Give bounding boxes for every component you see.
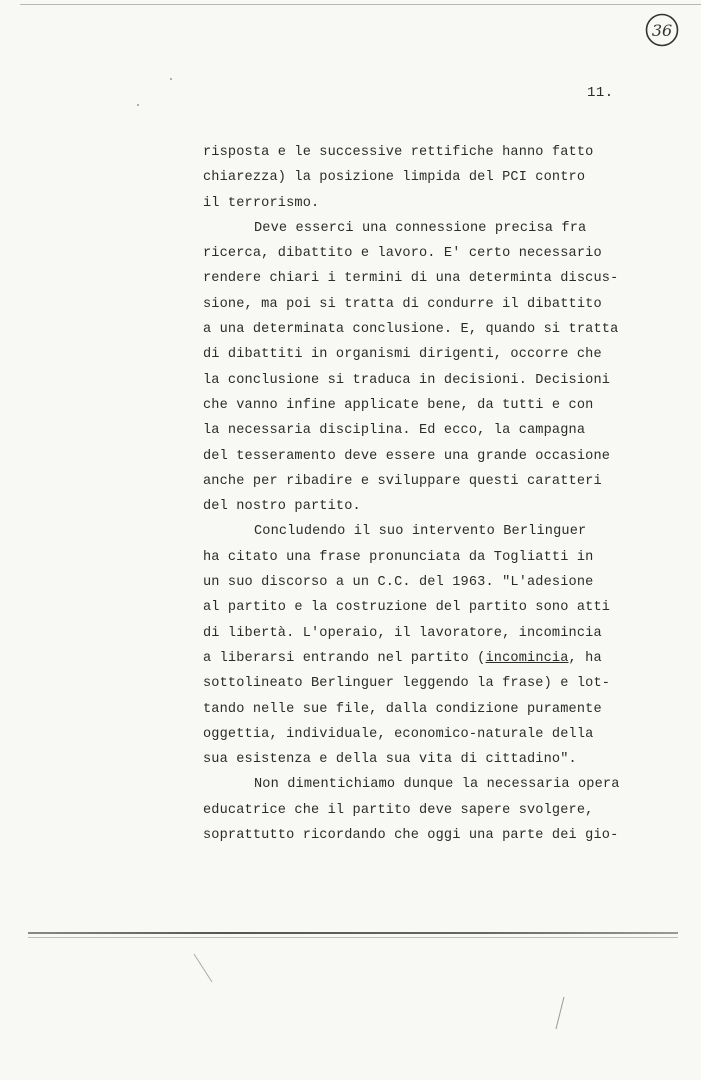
text-line: la conclusione si traduca in decisioni. Decisioni — [203, 372, 611, 388]
text-line: chiarezza) la posizione limpida del PCI contro — [203, 170, 586, 186]
text-line: sua esistenza e della sua vita di cittadino". — [203, 752, 577, 768]
text-line: ricerca, dibattito e lavoro. E' certo necessario — [203, 246, 602, 262]
paper-mark — [550, 995, 570, 1035]
paper-mark — [190, 950, 220, 990]
text-line: anche per ribadire e sviluppare questi caratteri — [203, 473, 602, 489]
page-number: 11. — [587, 85, 614, 101]
text-line: un suo discorso a un C.C. del 1963. "L'adesione — [203, 575, 594, 591]
text-line: di libertà. L'operaio, il lavoratore, incomincia — [203, 625, 602, 641]
text-line: Concludendo il suo intervento Berlinguer — [254, 524, 587, 540]
text-line: soprattutto ricordando che oggi una parte dei gio- — [203, 828, 619, 844]
text-line: oggettia, individuale, economico-naturale della — [203, 726, 594, 742]
underlined-word: incomincia — [485, 650, 569, 666]
text-segment: , ha — [568, 650, 602, 666]
text-line: Non dimentichiamo dunque la necessaria opera — [254, 777, 620, 793]
bottom-rule-shadow — [28, 937, 678, 938]
text-line: educatrice che il partito deve sapere svolgere, — [203, 802, 594, 818]
margin-speck — [170, 78, 172, 80]
text-line: al partito e la costruzione del partito sono atti — [203, 600, 611, 616]
text-line: risposta e le successive rettifiche hanno fatto — [203, 145, 594, 160]
text-line: del tesseramento deve essere una grande occasione — [203, 448, 611, 464]
text-line: tando nelle sue file, dalla condizione puramente — [203, 701, 602, 717]
text-line: la necessaria disciplina. Ed ecco, la campagna — [203, 423, 586, 439]
body-text — [203, 140, 623, 848]
text-line: Deve esserci una connessione precisa fra — [254, 220, 587, 236]
text-line: il terrorismo. — [203, 195, 320, 211]
text-line: sottolineato Berlinguer leggendo la frase) e lot- — [203, 676, 611, 692]
text-line: di dibattiti in organismi dirigenti, occorre che — [203, 347, 602, 363]
text-line: sione, ma poi si tratta di condurre il dibattito — [203, 296, 602, 312]
text-line: ha citato una frase pronunciata da Togliatti in — [203, 549, 594, 565]
text-line: che vanno infine applicate bene, da tutti e con — [203, 397, 594, 413]
bottom-rule — [28, 932, 678, 934]
text-line: rendere chiari i termini di una determinta discus- — [203, 271, 619, 287]
text-line: del nostro partito. — [203, 499, 361, 515]
margin-speck — [137, 104, 139, 106]
text-line — [203, 646, 623, 671]
text-line: a una determinata conclusione. E, quando si tratta — [203, 322, 619, 338]
archive-stamp — [643, 12, 681, 48]
page-top-edge — [20, 4, 701, 5]
stamp-number: 36 — [651, 21, 673, 40]
text-segment: a liberarsi entrando nel partito ( — [203, 650, 486, 666]
